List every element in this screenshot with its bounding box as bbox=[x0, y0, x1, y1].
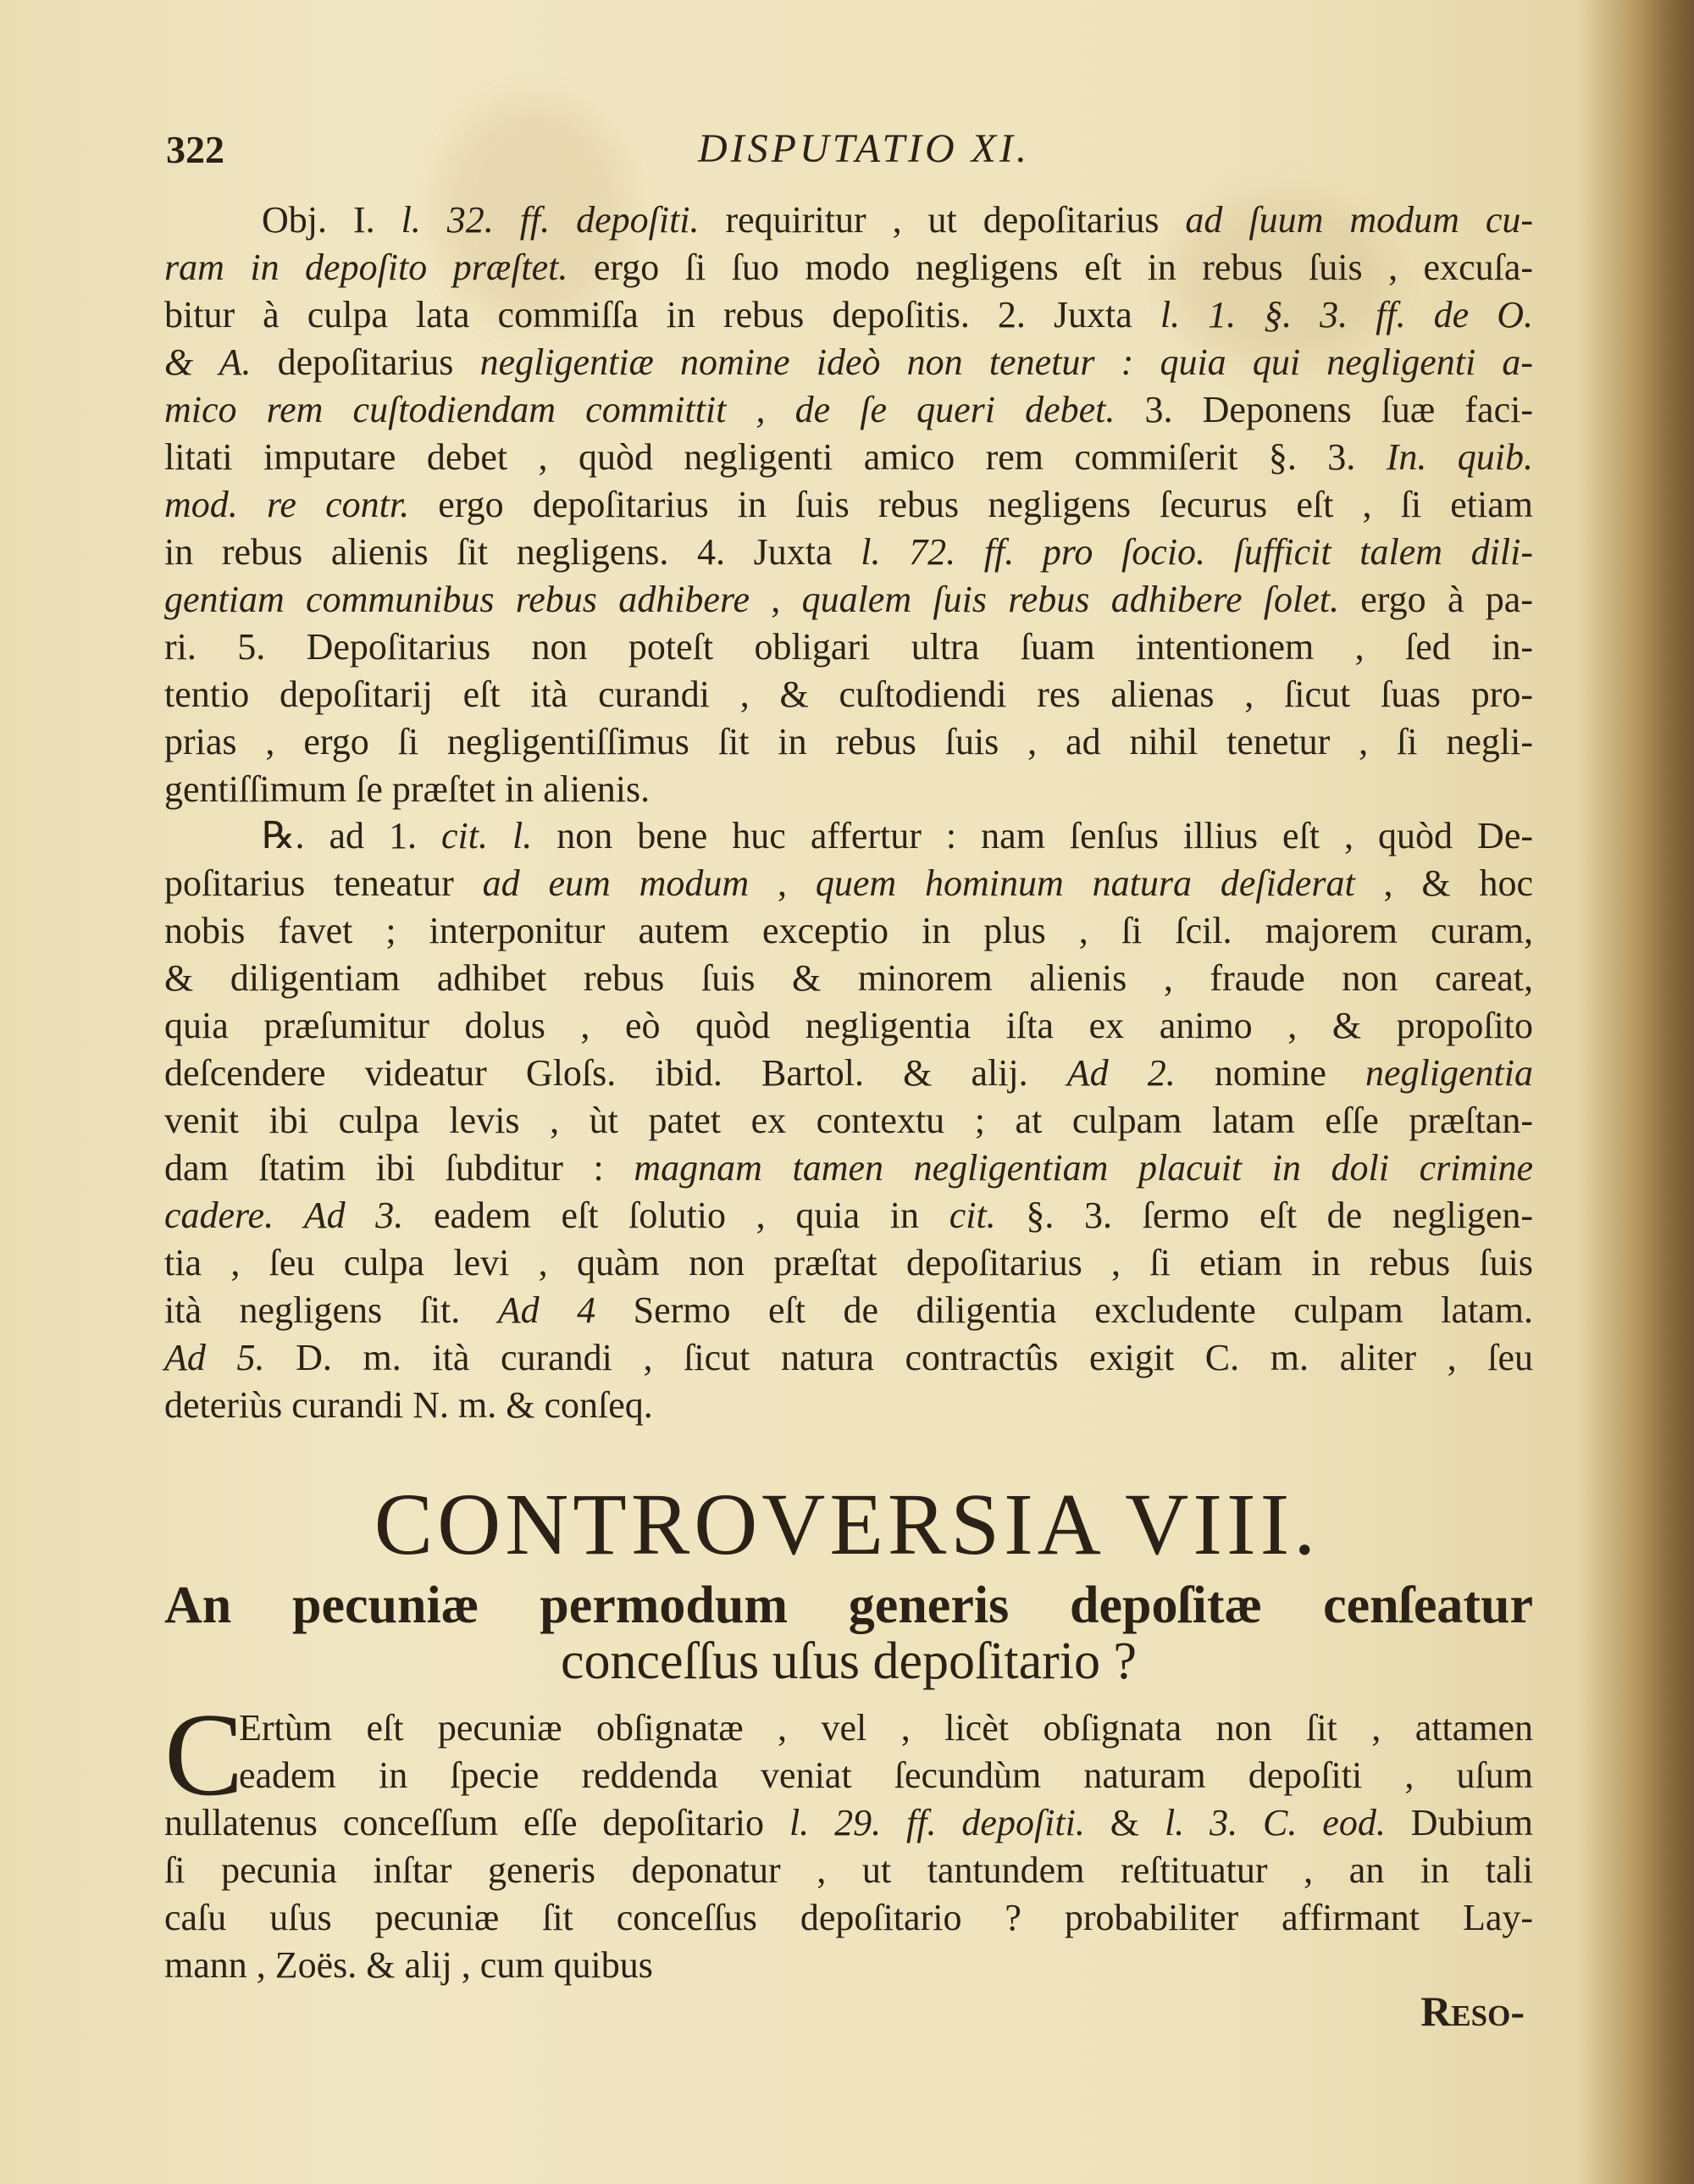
text-run: ergo ſi ſuo modo negligens eſt in rebus ſuis , excuſa- bbox=[567, 247, 1533, 288]
italic-citation: gentiam communibus rebus adhibere bbox=[164, 579, 750, 620]
text-run: caſu uſus pecuniæ ſit conceſſus depoſitario ? probabiliter affirmant Lay- bbox=[164, 1897, 1533, 1938]
italic-citation: & A. bbox=[164, 341, 252, 383]
drop-cap: C bbox=[164, 1689, 244, 1821]
text-run: ſi pecunia inſtar generis deponatur , ut tantundem reſtituatur , an in tali bbox=[164, 1849, 1533, 1891]
italic-citation: ad eum modum bbox=[482, 862, 750, 904]
italic-citation: l. 3. C. eod. bbox=[1164, 1802, 1386, 1843]
text-line bbox=[164, 955, 1533, 1002]
text-run: & diligentiam adhibet rebus ſuis & minorem alienis , fraude non careat, bbox=[164, 957, 1533, 999]
italic-citation: ram in depoſito præſtet. bbox=[164, 247, 568, 288]
text-line bbox=[164, 1334, 1533, 1382]
text-run: deſcendere videatur Gloſs. ibid. Bartol. & alij. bbox=[164, 1052, 1067, 1094]
italic-citation: negligentia bbox=[1365, 1052, 1533, 1094]
text-run: , & hoc bbox=[1354, 862, 1533, 904]
text-line bbox=[164, 1752, 1533, 1799]
text-line bbox=[164, 1799, 1533, 1847]
text-run: gentiſſimum ſe præſtet in alienis. bbox=[164, 768, 650, 810]
text-run: Obj. I. bbox=[262, 199, 401, 241]
italic-citation: qualem ſuis rebus adhibere ſolet. bbox=[801, 579, 1339, 620]
text-run: dam ſtatim ibi ſubditur : bbox=[164, 1147, 634, 1189]
running-head: DISPUTATIO XI. bbox=[698, 126, 1030, 171]
text-run: venit ibi culpa levis , ùt patet ex contextu ; at culpam latam eſſe præſtan- bbox=[164, 1100, 1533, 1141]
text-line bbox=[164, 1192, 1533, 1239]
italic-citation: cit. bbox=[949, 1195, 996, 1236]
text-line bbox=[164, 339, 1533, 386]
text-line bbox=[164, 434, 1533, 481]
text-run: depoſitarius bbox=[251, 341, 480, 383]
text-line bbox=[164, 1705, 1533, 1752]
text-line bbox=[164, 718, 1533, 766]
italic-citation: In. quib. bbox=[1386, 436, 1534, 478]
text-run: requiritur , ut depoſitarius bbox=[699, 199, 1186, 241]
text-run: , bbox=[749, 862, 816, 904]
text-line bbox=[164, 481, 1533, 529]
text-run: Sermo eſt de diligentia excludente culpam latam. bbox=[595, 1289, 1533, 1331]
text-run: tia , ſeu culpa levi , quàm non præſtat depoſitarius , ſi etiam in rebus ſuis bbox=[164, 1242, 1533, 1283]
text-run: non bene huc affertur : nam ſenſus illius eſt , quòd De- bbox=[532, 815, 1533, 856]
text-run: in rebus alienis ſit negligens. 4. Juxta bbox=[164, 531, 861, 573]
italic-citation: Ad 2. bbox=[1066, 1052, 1176, 1094]
italic-citation: negligentiæ nomine ideò non tenetur : quia qui negligenti a- bbox=[479, 341, 1534, 383]
text-run bbox=[274, 1195, 304, 1236]
italic-citation: ad ſuum modum cu- bbox=[1185, 199, 1534, 241]
text-run: nobis favet ; interponitur autem exceptio in plus , ſi ſcil. majorem curam, bbox=[164, 910, 1533, 951]
text-run: eadem eſt ſolutio , quia in bbox=[403, 1195, 949, 1236]
text-run: mann , Zoës. & alij , cum quibus bbox=[164, 1944, 653, 1986]
italic-citation: l. 72. ff. pro ſocio. ſufficit talem dili- bbox=[861, 531, 1533, 573]
text-line bbox=[164, 671, 1533, 718]
text-run: & bbox=[1084, 1802, 1165, 1843]
text-line bbox=[164, 1097, 1533, 1145]
text-line bbox=[164, 812, 1533, 860]
text-run: eadem in ſpecie reddenda veniat ſecundùm naturam depoſiti , uſum bbox=[239, 1754, 1533, 1796]
text-line bbox=[164, 766, 1533, 813]
response-paragraph bbox=[164, 812, 1533, 1429]
text-line bbox=[164, 1287, 1533, 1334]
text-line bbox=[164, 624, 1533, 671]
italic-citation: mod. re contr. bbox=[164, 484, 410, 525]
subtitle-line: An pecuniæ permodum generis depoſitæ cenſeatur bbox=[164, 1577, 1533, 1634]
text-line bbox=[164, 1002, 1533, 1050]
italic-citation: l. 1. §. 3. ff. de O. bbox=[1160, 294, 1533, 335]
text-line bbox=[164, 907, 1533, 955]
text-run: D. m. ità curandi , ſicut natura contractûs exigit C. m. aliter , ſeu bbox=[264, 1337, 1533, 1378]
subtitle-line: conceſſus uſus depoſitario ? bbox=[560, 1632, 1138, 1690]
text-run: tentio depoſitarij eſt ità curandi , & cuſtodiendi res alienas , ſicut ſuas pro- bbox=[164, 673, 1533, 715]
text-run: nullatenus conceſſum eſſe depoſitario bbox=[164, 1802, 789, 1843]
text-run: prias , ergo ſi negligentiſſimus ſit in rebus ſuis , ad nihil tenetur , ſi negli- bbox=[164, 721, 1533, 762]
italic-citation: Ad 4 bbox=[497, 1289, 596, 1331]
italic-citation: Ad 5. bbox=[164, 1337, 265, 1378]
text-line bbox=[164, 1382, 1533, 1429]
italic-citation: l. 29. ff. depoſiti. bbox=[789, 1802, 1085, 1843]
text-line bbox=[164, 576, 1533, 624]
italic-citation: cadere. bbox=[164, 1195, 274, 1236]
text-run: 3. Deponens ſuæ faci- bbox=[1115, 389, 1533, 430]
text-line bbox=[164, 1145, 1533, 1192]
catchword: Reso- bbox=[1420, 1987, 1525, 2035]
text-run: poſitarius teneatur bbox=[164, 862, 483, 904]
text-line bbox=[164, 529, 1533, 576]
text-line bbox=[164, 244, 1533, 291]
text-run: ità negligens ſit. bbox=[164, 1289, 498, 1331]
objection-paragraph bbox=[164, 197, 1533, 813]
text-run: , bbox=[749, 579, 802, 620]
italic-citation: quem hominum natura deſiderat bbox=[815, 862, 1355, 904]
text-run: bitur à culpa lata commiſſa in rebus depoſitis. 2. Juxta bbox=[164, 294, 1160, 335]
text-run: ergo depoſitarius in ſuis rebus negligens ſecurus eſt , ſi etiam bbox=[409, 484, 1533, 525]
text-line bbox=[164, 1239, 1533, 1287]
text-line bbox=[164, 1847, 1533, 1894]
text-line bbox=[164, 386, 1533, 434]
text-run: ergo à pa- bbox=[1338, 579, 1533, 620]
body-paragraph bbox=[164, 1689, 1533, 1989]
text-run: nomine bbox=[1175, 1052, 1366, 1094]
text-line bbox=[164, 860, 1533, 907]
italic-citation: l. 32. ff. depoſiti. bbox=[401, 199, 700, 241]
text-run: §. 3. ſermo eſt de negligen- bbox=[995, 1195, 1533, 1236]
text-line bbox=[164, 197, 1533, 244]
italic-citation: mico rem cuſtodiendam committit , de ſe queri debet. bbox=[164, 389, 1115, 430]
text-line bbox=[164, 1894, 1533, 1942]
italic-citation: Ad 3. bbox=[303, 1195, 404, 1236]
text-run: deteriùs curandi N. m. & conſeq. bbox=[164, 1384, 653, 1426]
text-run: ri. 5. Depoſitarius non poteſt obligari ultra ſuam intentionem , ſed in- bbox=[164, 626, 1533, 668]
italic-citation: cit. l. bbox=[441, 815, 533, 856]
page-number: 322 bbox=[166, 128, 224, 171]
text-line bbox=[164, 291, 1533, 339]
text-run: quia præſumitur dolus , eò quòd negligentia iſta ex animo , & propoſito bbox=[164, 1005, 1533, 1046]
italic-citation: magnam tamen negligentiam placuit in doli crimine bbox=[634, 1147, 1533, 1189]
text-run: ℞. ad 1. bbox=[262, 815, 441, 856]
text-line bbox=[164, 1942, 1533, 1989]
text-run: litati imputare debet , quòd negligenti amico rem commiſerit §. 3. bbox=[164, 436, 1387, 478]
text-line bbox=[164, 1050, 1533, 1097]
text-run: Dubium bbox=[1385, 1802, 1533, 1843]
text-run: Ertùm eſt pecuniæ obſignatæ , vel , licèt obſignata non ſit , attamen bbox=[239, 1707, 1533, 1749]
section-subtitle bbox=[164, 1577, 1533, 1689]
section-heading: CONTROVERSIA VIII. bbox=[374, 1476, 1320, 1573]
